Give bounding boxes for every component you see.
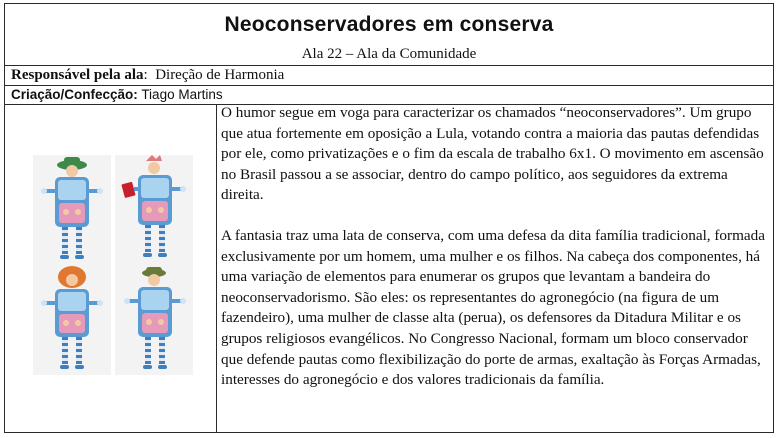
page-title: Neoconservadores em conserva: [224, 13, 554, 36]
military-costume-icon: [115, 265, 193, 375]
criacao-label: Criação/Confecção:: [11, 87, 138, 102]
costume-photo-farmer: [33, 155, 111, 265]
description-paragraph-2: A fantasia traz uma lata de conserva, com uma defesa da dita família tradicional, formada exclusivamente por um homem, uma mulher e os filhos. Na cabeça dos componentes, há uma variação de elementos para enumerar os grupos que levantam a bandeira do neoconservadorismo. São eles: os representantes do agronegócio (na figura de um fazendeiro), uma mulher de classe alta (perua), os defensores da Ditadura Militar e os grupos religiosos evangélicos. No Congresso Nacional, formam um bloco conservador que defende pautas como flexibilização do porte de armas, exaltação às Forças Armadas, interesses do agronegócio e dos valores tradicionais da família.: [221, 226, 765, 389]
responsavel-label: Responsável pela ala: [11, 67, 144, 83]
description-cell: [221, 103, 767, 432]
costume-photo-military: [115, 265, 193, 375]
title-row: [5, 4, 773, 66]
criacao-value: Tiago Martins: [141, 87, 223, 102]
evangelical-costume-icon: [115, 155, 193, 265]
ala-subtitle: Ala 22 – Ala da Comunidade: [301, 46, 477, 62]
costume-photo-evangelical: [115, 155, 193, 265]
costume-sheet: [4, 3, 774, 433]
content-row: [5, 105, 773, 432]
farmer-costume-icon: [33, 155, 111, 265]
costume-photo-perua: [33, 265, 111, 375]
responsavel-row: Responsável pela ala: Direção de Harmonia: [5, 66, 773, 86]
description-paragraph-1: O humor segue em voga para caracterizar os chamados “neoconservadores”. Um grupo que atua fortemente em oposição a Lula, votando contra a maioria das pautas defendidas por ele, como privatizações e o fim da escala de trabalho 6x1. O movimento em ascensão no Brasil passou a se associar, dentro do campo político, aos seguidores da extrema direita.: [221, 104, 764, 204]
perua-costume-icon: [33, 265, 111, 375]
responsavel-value: Direção de Harmonia: [155, 67, 285, 83]
costume-images-cell: [5, 105, 217, 432]
